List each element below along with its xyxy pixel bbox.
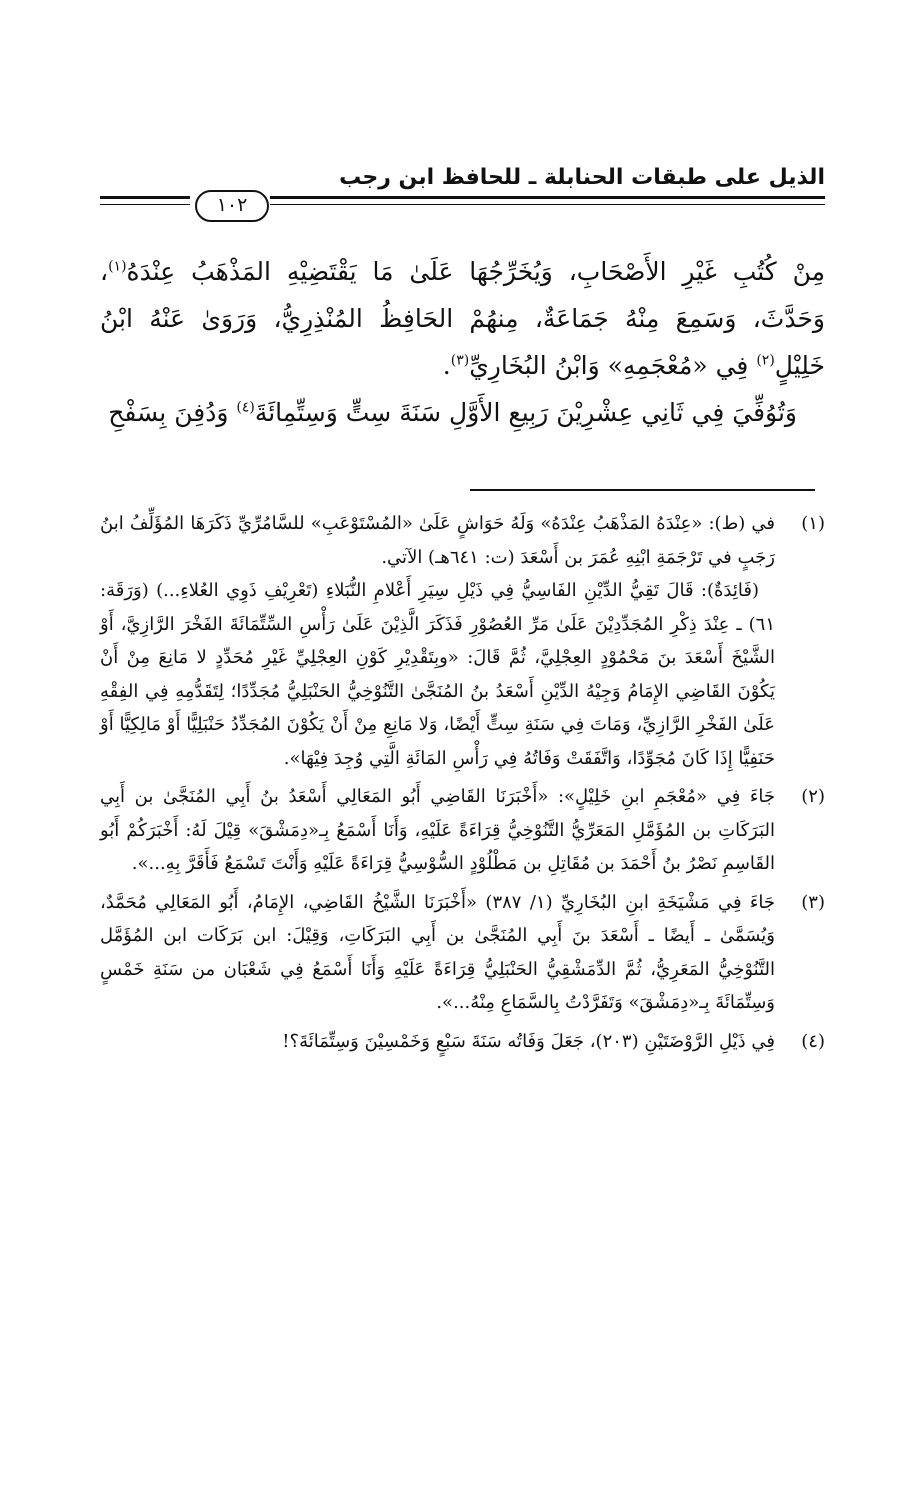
main-text-span: ، وَحَدَّثَ، وَسَمِعَ مِنْهُ جَمَاعَةٌ، مِنهُمْ الحَافِظُ المُنْذِرِيُّ، وَرَوَىٰ عَنْهُ ابْنُ خَلِيْلٍ — [100, 257, 825, 380]
footnote-paragraph: جَاءَ فِي «مُعْجَمِ ابنِ خَلِيْلٍ»: «أَخْبَرَنَا القَاضِي أَبُو المَعَالِي أَسْعَدُ بنُ أَبِي المُنَجَّىٰ بن أَبِي البَرَكَاتِ بن المُؤَمَّلِ المَعَرِّيُّ التَّنُوْخِيُّ قِرَاءَةً عَلَيْهِ، وَأَنَا أَسْمَعُ بِـ«دِمَشْقَ» قِيْلَ لَهُ: أَخْبَرَكُمْ أَبُو القَاسِمِ نَصْرُ بنُ أَحْمَدَ بن مُقَاتِلِ بن مَطْلُوْدٍ السُّوْسِيُّ قِرَاءَةً عَلَيْهِ وَأَنْتَ تَسْمَعُ فَأَقَرَّ بِهِ...». — [100, 786, 775, 874]
header-rule-right-thick — [270, 196, 825, 199]
main-text-span: وَدُفِنَ بِسَفْحِ — [108, 398, 237, 427]
main-text-span: وَتُوُفِّيَ فِي ثَانِي عِشْرِيْنَ رَبِيعِ الأَوَّلِ سَنَةَ سِتٍّ وَسِتِّمِائَةَ — [254, 398, 797, 427]
footnotes — [100, 507, 825, 1063]
running-title: الذيل على طبقات الحنابلة ـ للحافظ ابن رجب — [339, 165, 825, 190]
footnote-1 — [100, 507, 825, 775]
footnote-ref-1: (١) — [108, 258, 127, 275]
running-header — [100, 162, 825, 222]
footnote-ref-3: (٣) — [450, 352, 470, 369]
header-rule-right-thin — [270, 204, 825, 205]
main-text-span: فِي «مُعْجَمِهِ» وَابْنُ البُخَارِيِّ — [469, 351, 757, 380]
footnote-number: (٤) — [801, 1030, 825, 1052]
footnote-number: (٢) — [801, 786, 825, 807]
footnote-separator — [470, 489, 815, 491]
footnote-number: (٣) — [801, 891, 825, 913]
main-text-span: . — [442, 351, 451, 380]
footnote-3 — [100, 886, 825, 1020]
footnote-paragraph: (فَائِدَةٌ): قَالَ تَقِيُّ الدِّيْنِ الفَاسِيُّ فِي ذَيْلِ سِيَرِ أَعْلامِ النُّبَلاءِ (تَعْرِيْفِ ذَوِي العُلاءِ...) (وَرَقَة: ٦١) ـ عِنْدَ ذِكْرِ المُجَدِّدِيْنَ عَلَىٰ مَرِّ العُصُوْرِ فَذَكَرَ الَّذِيْنَ عَلَىٰ رَأْسِ السِّتِّمَائَةَ الفَخْرَ الرَّازِيَّ، أَوْ الشَّيْخَ أَسْعَدَ بنَ مَحْمُوْدٍ العِجْلِيَّ، ثُمَّ قَالَ: «وبِتَقْدِيْرِ كَوْنِ العِجْلِيِّ غَيْرِ مُحَدِّدٍ لا مَانِعَ مِنْ أَنْ يَكُوْنَ القَاضِي الإِمَامُ وَجِيْهُ الدِّيْنِ أَسْعَدُ بنُ المُنَجَّىٰ التَّنُوْخِيُّ الحَنْبَلِيُّ مُجَدِّدًا؛ لِتَقَدُّمِهِ فِي الفِقْهِ عَلَىٰ الفَخْرِ الرَّازِيِّ، وَمَاتَ فِي سَنَةِ سِتٍّ أَيْضًا، وَلا مَانِعِ مِنْ أَنْ يَكُوْنَ المُجَدِّدُ حَنْبَلِيًّا أَوْ مَالِكِيًّا أَوْ حَنَفِيًّا إِذَا كَانَ مُجَوِّدًا، وَاتَّفَقَتْ وَفَاتُهُ فِي رَأْسِ المَائَةِ الَّتِي وُجِدَ فِيْهَا». — [100, 580, 775, 769]
main-text-span: مِنْ كُتُبِ غَيْرِ الأَصْحَابِ، وَيُخَرِّجُهَا عَلَىٰ مَا يَقْتَضِيْهِ المَذْهَبُ عِنْدَهُ — [126, 257, 825, 286]
main-text — [100, 248, 825, 436]
footnote-2 — [100, 780, 825, 881]
page-number: ١٠٢ — [195, 190, 269, 222]
header-rule-left-thin — [100, 204, 190, 205]
footnote-paragraph: جَاءَ فِي مَشْيَخَةِ ابنِ البُخَارِيِّ (١/ ٣٨٧) «أَخْبَرَنَا الشَّيْخُ القَاضِي، الإِمَامُ، أَبُو المَعَالِي مُحَمَّدٌ، وَيُسَمَّىٰ ـ أَيضًا ـ أَسْعَدَ بنَ أَبِي المُنَجَّىٰ بن أَبِي البَرَكَاتِ، وَقِيْلَ: ابن بَرَكَات ابن المُؤَمَّل التَّنُوْخِيُّ المَعَرِيُّ، ثُمَّ الدِّمَشْقِيُّ الحَنْبَلِيُّ قِرَاءَةً عَلَيْهِ وَأَنَا أَسْمَعُ فِي شَعْبَان من سَنَةِ خَمْسٍ وَسِتِّمَائَةَ بِـ«دِمَشْقَ» وَتَفَرَّدْتُ بِالسَّمَاعِ مِنْهُ...». — [100, 891, 776, 1013]
header-rule-left-thick — [100, 196, 190, 199]
footnote-ref-4: (٤) — [236, 399, 255, 416]
main-paragraph-2 — [100, 389, 825, 436]
footnote-number: (١) — [801, 513, 825, 534]
footnote-paragraph: فِي ذَيْلِ الرَّوْضَتَيْنِ (٢٠٣)، جَعَلَ وَفَاتُه سَنَةَ سَبْعٍ وَخَمْسِيْنَ وَسِتِّمَائَةَ؟! — [282, 1030, 775, 1052]
footnote-paragraph: في (ط): «عِنْدَهُ المَذْهَبُ عِنْدَهُ» وَلَهُ حَوَاشٍ عَلَىٰ «المُسْتَوْعَبِ» للسَّامُرِّيِّ ذَكَرَهَا المُؤَلِّفُ ابنُ رَجَبٍ في تَرْجَمَةِ ابْنِهِ عُمَرَ بن أَسْعَدَ (ت: ٦٤١هـ) الآتي. — [100, 513, 775, 568]
footnote-4 — [100, 1025, 825, 1059]
footnote-ref-2: (٢) — [756, 352, 775, 369]
main-paragraph-1 — [100, 248, 825, 389]
